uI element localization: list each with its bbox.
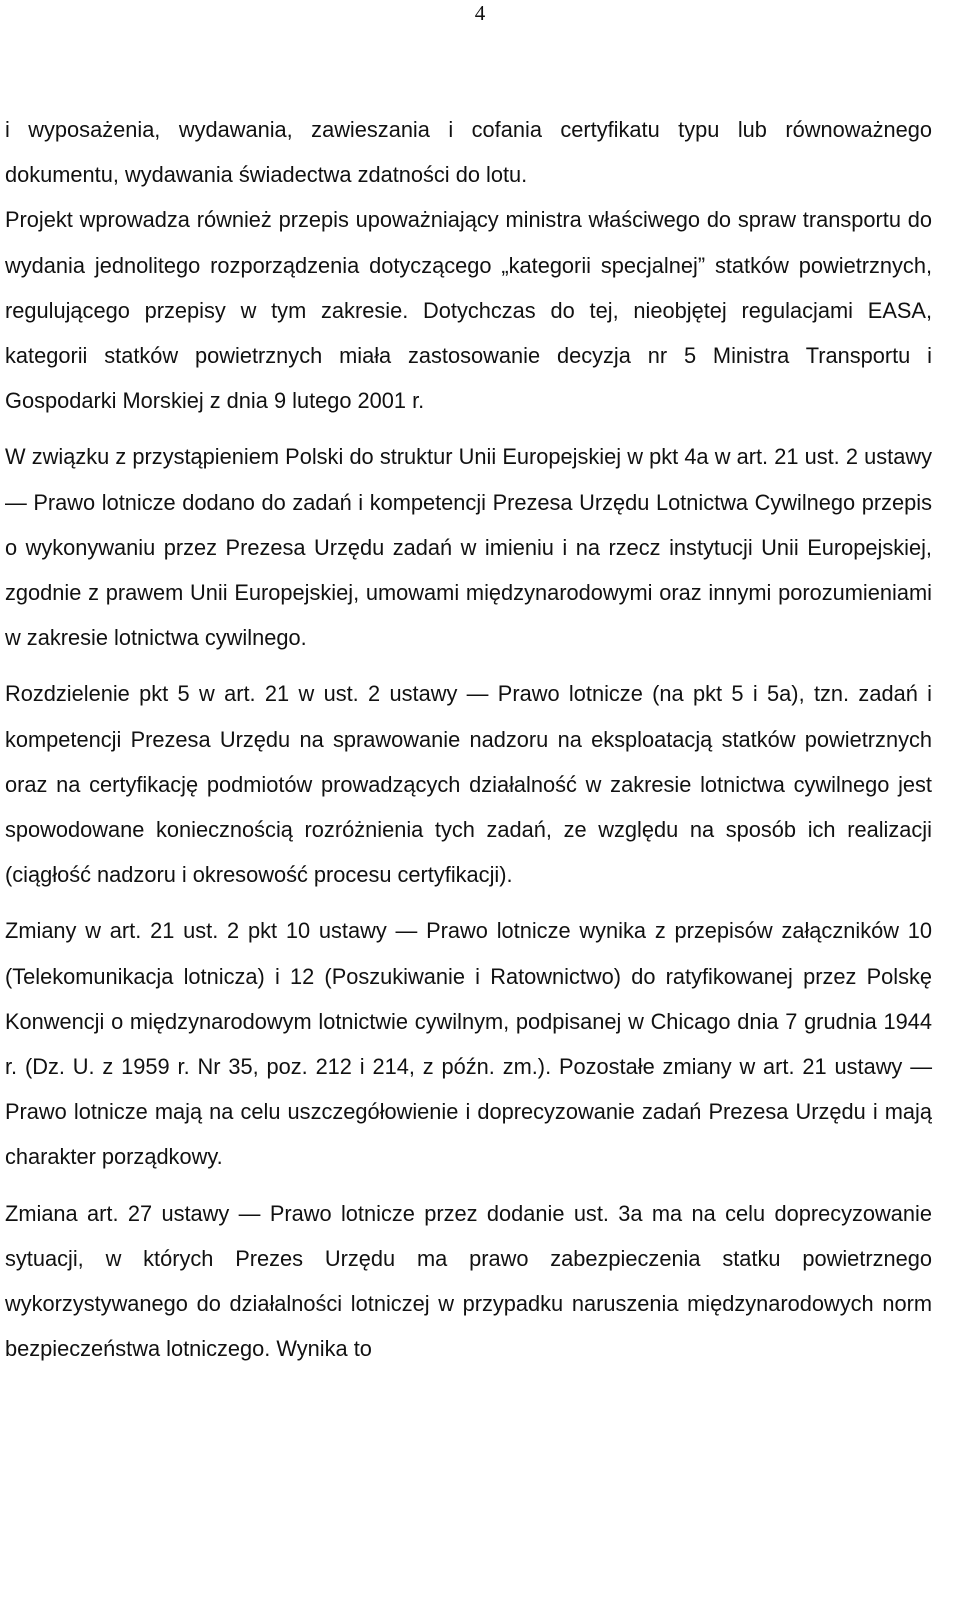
paragraph-continuation: i wyposażenia, wydawania, zawieszania i cofania certyfikatu typu lub równoważnego dokumentu, wydawania świadectwa zdatności do lotu.: [5, 117, 932, 188]
paragraph-eu-accession: W związku z przystąpieniem Polski do struktur Unii Europejskiej w pkt 4a w art. 21 ust. 2 ustawy — Prawo lotnicze dodano do zadań i kompetencji Prezesa Urzędu Lotnictwa Cywilnego przepis o wykonywaniu przez Prezesa Urzędu zadań w imieniu i na rzecz instytucji Unii Europejskiej, zgodnie z prawem Unii Europejskiej, umowami międzynarodowymi oraz innymi porozumieniami w zakresie lotnictwa cywilnego.: [5, 444, 932, 651]
page-number: 4: [474, 1, 486, 25]
paragraph-special-category: Projekt wprowadza również przepis upoważniający ministra właściwego do spraw transportu do wydania jednolitego rozporządzenia dotyczącego „kategorii specjalnej” statków powietrznych, regulującego przepisy w tym zakresie. Dotychczas do tej, nieobjętej regulacjami EASA, kategorii statków powietrznych miała zastosowanie decyzja nr 5 Ministra Transportu i Gospodarki Morskiej z dnia 9 lutego 2001 r.: [5, 207, 932, 414]
document-body: [5, 107, 932, 1371]
paragraph-art-27: Zmiana art. 27 ustawy — Prawo lotnicze przez dodanie ust. 3a ma na celu doprecyzowanie sytuacji, w których Prezes Urzędu ma prawo zabezpieczenia statku powietrznego wykorzystywanego do działalności lotniczej w przypadku naruszenia międzynarodowych norm bezpieczeństwa lotniczego. Wynika to: [5, 1200, 932, 1362]
paragraph-point-10-changes: Zmiany w art. 21 ust. 2 pkt 10 ustawy — Prawo lotnicze wynika z przepisów załączników 10 (Telekomunikacja lotnicza) i 12 (Poszukiwanie i Ratownictwo) do ratyfikowanej przez Polskę Konwencji o międzynarodowym lotnictwie cywilnym, podpisanej w Chicago dnia 7 grudnia 1944 r. (Dz. U. z 1959 r. Nr 35, poz. 212 i 214, z późn. zm.). Pozostałe zmiany w art. 21 ustawy — Prawo lotnicze mają na celu uszczegółowienie i doprecyzowanie zadań Prezesa Urzędu i mają charakter porządkowy.: [5, 918, 932, 1170]
paragraph-point-5-split: Rozdzielenie pkt 5 w art. 21 w ust. 2 ustawy — Prawo lotnicze (na pkt 5 i 5a), tzn. zadań i kompetencji Prezesa Urzędu na sprawowanie nadzoru na eksploatacją statków powietrznych oraz na certyfikację podmiotów prowadzących działalność w zakresie lotnictwa cywilnego jest spowodowane koniecznością rozróżnienia tych zadań, ze względu na sposób ich realizacji (ciągłość nadzoru i okresowość procesu certyfikacji).: [5, 681, 932, 888]
